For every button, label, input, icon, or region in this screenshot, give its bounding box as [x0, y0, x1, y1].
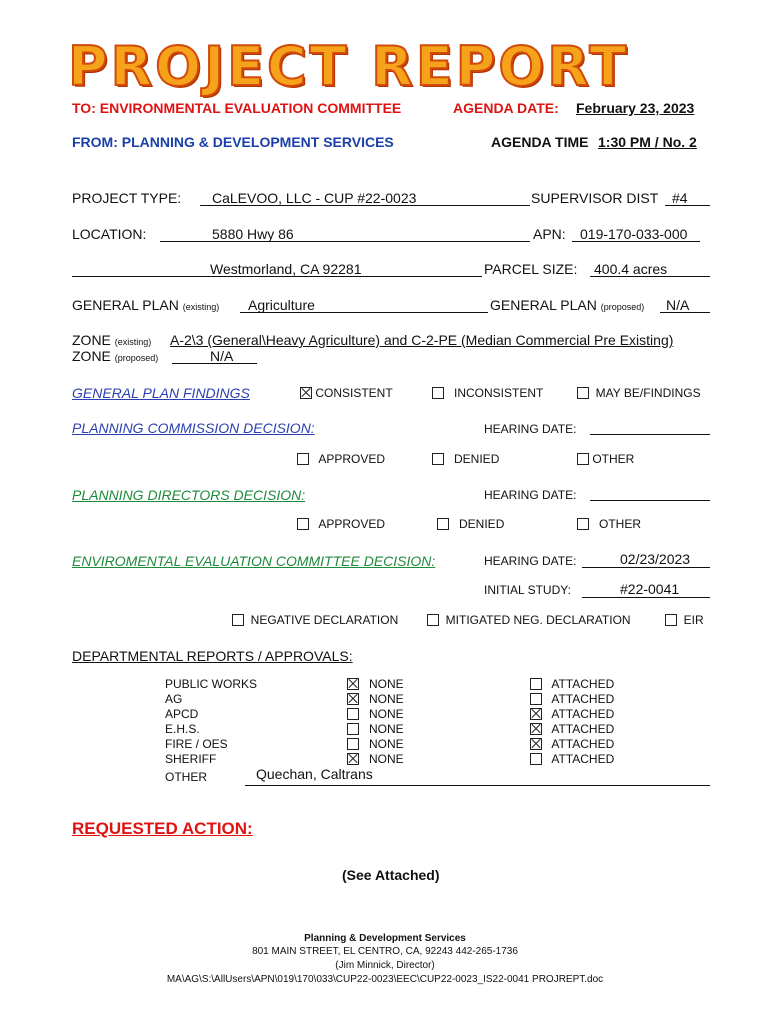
- none-option[interactable]: NONE: [347, 692, 404, 707]
- none-checkbox[interactable]: [347, 708, 359, 720]
- attached-option[interactable]: ATTACHED: [530, 737, 614, 752]
- attached-option[interactable]: ATTACHED: [530, 692, 614, 707]
- footer-org: Planning & Development Services: [304, 933, 466, 944]
- requested-action-title: REQUESTED ACTION:: [72, 819, 253, 838]
- none-checkbox[interactable]: [347, 723, 359, 735]
- pc-denied-option[interactable]: DENIED: [432, 452, 499, 466]
- none-option[interactable]: NONE: [347, 722, 404, 737]
- supervisor-dist: #4: [672, 190, 688, 206]
- attached-option[interactable]: ATTACHED: [530, 752, 614, 767]
- location: 5880 Hwy 86: [212, 226, 294, 242]
- city: Westmorland, CA 92281: [210, 261, 362, 277]
- none-option[interactable]: NONE: [347, 737, 404, 752]
- gp-existing-label: GENERAL PLAN (existing): [72, 297, 220, 313]
- attached-checkbox[interactable]: [530, 753, 542, 765]
- pc-denied-checkbox[interactable]: [432, 453, 444, 465]
- attached-checkbox[interactable]: [530, 723, 542, 735]
- attached-checkbox[interactable]: [530, 693, 542, 705]
- consistent-option[interactable]: CONSISTENT: [300, 386, 393, 400]
- attached-option[interactable]: ATTACHED: [530, 707, 614, 722]
- attached-checkbox[interactable]: [530, 678, 542, 690]
- attached-option[interactable]: ATTACHED: [530, 722, 614, 737]
- eec-hearing-date: 02/23/2023: [620, 551, 691, 567]
- pd-other-option[interactable]: OTHER: [577, 517, 641, 531]
- dept-attached-column: [530, 677, 614, 767]
- none-option[interactable]: NONE: [347, 752, 404, 767]
- agenda-date: February 23, 2023: [576, 100, 695, 116]
- report-banner: PROJECT REPORT: [68, 35, 630, 98]
- none-checkbox[interactable]: [347, 753, 359, 765]
- may-be-checkbox[interactable]: [577, 387, 589, 399]
- parcel-size: 400.4 acres: [594, 261, 668, 277]
- see-attached: (See Attached): [342, 867, 440, 883]
- none-checkbox[interactable]: [347, 678, 359, 690]
- inconsistent-checkbox[interactable]: [432, 387, 444, 399]
- pc-approved-checkbox[interactable]: [297, 453, 309, 465]
- project-type-label: PROJECT TYPE:: [72, 190, 182, 206]
- pd-approved-option[interactable]: APPROVED: [297, 517, 385, 531]
- none-checkbox[interactable]: [347, 693, 359, 705]
- dept-name: FIRE / OES: [165, 737, 228, 751]
- pc-hearing-label: HEARING DATE:: [484, 422, 577, 436]
- gp-existing: Agriculture: [248, 297, 315, 313]
- parcel-label: PARCEL SIZE:: [484, 261, 578, 277]
- dept-name: PUBLIC WORKS: [165, 677, 258, 691]
- pd-hearing-label: HEARING DATE:: [484, 488, 577, 502]
- pc-other-option[interactable]: OTHER: [577, 452, 634, 466]
- dept-names: [165, 677, 257, 767]
- eir-checkbox[interactable]: [665, 614, 677, 626]
- supervisor-label: SUPERVISOR DIST: [531, 190, 659, 206]
- footer-path: MA\AG\S:\AllUsers\APN\019\170\033\CUP22-0023\EEC\CUP22-0023_IS22-0041 PROJREPT.doc: [166, 974, 604, 985]
- project-type: CaLEVOO, LLC - CUP #22-0023: [212, 190, 417, 206]
- initial-study-label: INITIAL STUDY:: [484, 583, 571, 597]
- pc-decision-title: PLANNING COMMISSION DECISION:: [72, 420, 315, 436]
- consistent-checkbox[interactable]: [300, 387, 312, 399]
- apn-label: APN:: [533, 226, 566, 242]
- pc-approved-option[interactable]: APPROVED: [297, 452, 385, 466]
- initial-study: #22-0041: [620, 581, 680, 597]
- dept-name: SHERIFF: [165, 752, 217, 766]
- eec-decision-title: ENVIROMENTAL EVALUATION COMMITTEE DECISION:: [72, 553, 436, 569]
- dept-name: APCD: [165, 707, 199, 721]
- agenda-time: 1:30 PM / No. 2: [598, 134, 697, 150]
- footer-address: 801 MAIN STREET, EL CENTRO, CA, 92243 442-265-1736: [252, 946, 518, 957]
- dept-none-column: [347, 677, 404, 767]
- neg-dec-option[interactable]: NEGATIVE DECLARATION: [232, 613, 398, 627]
- none-option[interactable]: NONE: [347, 707, 404, 722]
- none-option[interactable]: NONE: [347, 677, 404, 692]
- pd-denied-checkbox[interactable]: [437, 518, 449, 530]
- neg-dec-checkbox[interactable]: [232, 614, 244, 626]
- dept-name: AG: [165, 692, 183, 706]
- attached-option[interactable]: ATTACHED: [530, 677, 614, 692]
- none-checkbox[interactable]: [347, 738, 359, 750]
- from-line: FROM: PLANNING & DEVELOPMENT SERVICES: [72, 134, 394, 150]
- eec-hearing-label: HEARING DATE:: [484, 554, 577, 568]
- location-label: LOCATION:: [72, 226, 147, 242]
- eir-option[interactable]: EIR: [665, 613, 704, 627]
- footer-director: (Jim Minnick, Director): [335, 960, 435, 971]
- gp-findings-title: GENERAL PLAN FINDINGS: [72, 385, 250, 401]
- mit-neg-checkbox[interactable]: [427, 614, 439, 626]
- dept-title: DEPARTMENTAL REPORTS / APPROVALS:: [72, 648, 353, 664]
- dept-other: Quechan, Caltrans: [256, 766, 373, 782]
- may-be-option[interactable]: MAY BE/FINDINGS: [577, 386, 701, 400]
- pd-denied-option[interactable]: DENIED: [437, 517, 504, 531]
- gp-proposed: N/A: [666, 297, 690, 313]
- gp-proposed-label: GENERAL PLAN (proposed): [490, 297, 645, 313]
- inconsistent-option[interactable]: INCONSISTENT: [432, 386, 543, 400]
- pd-approved-checkbox[interactable]: [297, 518, 309, 530]
- attached-checkbox[interactable]: [530, 708, 542, 720]
- zone-proposed-label: ZONE (proposed): [72, 348, 159, 364]
- pd-decision-title: PLANNING DIRECTORS DECISION:: [72, 487, 306, 503]
- zone-existing: A-2\3 (General\Heavy Agriculture) and C-2-PE (Median Commercial Pre Existing): [170, 332, 674, 348]
- agenda-time-label: AGENDA TIME: [491, 134, 589, 150]
- dept-name: E.H.S.: [165, 722, 200, 736]
- pc-other-checkbox[interactable]: [577, 453, 589, 465]
- agenda-date-label: AGENDA DATE:: [453, 100, 559, 116]
- mit-neg-option[interactable]: MITIGATED NEG. DECLARATION: [427, 613, 631, 627]
- zone-existing-label: ZONE (existing): [72, 332, 152, 348]
- to-line: TO: ENVIRONMENTAL EVALUATION COMMITTEE: [72, 100, 402, 116]
- apn: 019-170-033-000: [580, 226, 688, 242]
- zone-proposed: N/A: [210, 348, 234, 364]
- attached-checkbox[interactable]: [530, 738, 542, 750]
- dept-other-label: OTHER: [165, 770, 207, 784]
- pd-other-checkbox[interactable]: [577, 518, 589, 530]
